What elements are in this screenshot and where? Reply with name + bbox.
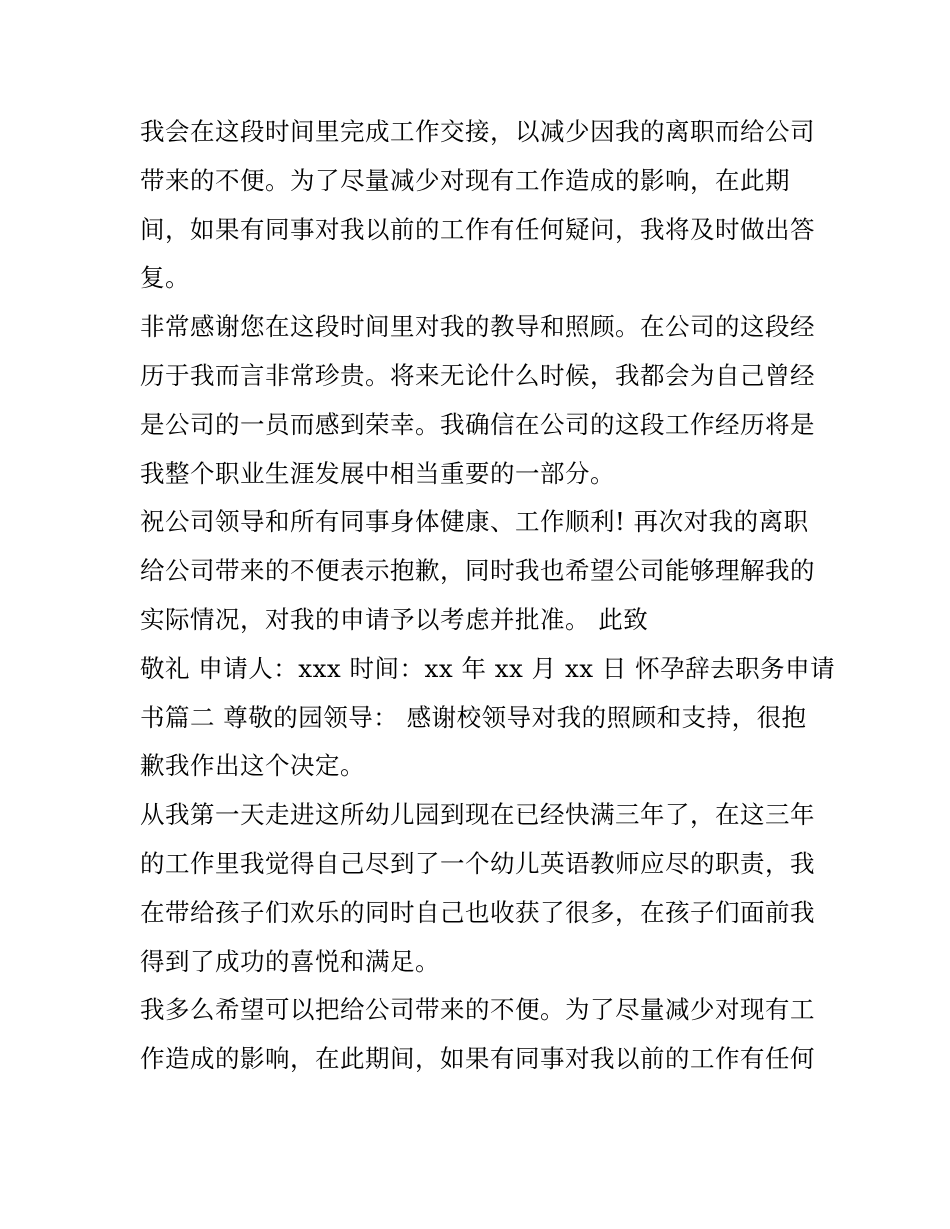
- text-line: 是公司的一员而感到荣幸。我确信在公司的这段工作经历将是: [140, 409, 815, 439]
- document-body: [140, 108, 836, 1084]
- text-line: 得到了成功的喜悦和满足。: [140, 946, 440, 976]
- text-line: 我多么希望可以把给公司带来的不便。为了尽量减少对现有工: [140, 995, 815, 1025]
- text-line: 作造成的影响，在此期间，如果有同事对我以前的工作有任何: [140, 1044, 815, 1074]
- text-line: 给公司带来的不便表示抱歉，同时我也希望公司能够理解我的: [140, 556, 815, 586]
- text-line: 复。: [140, 263, 190, 293]
- text-line: 历于我而言非常珍贵。将来无论什么时候，我都会为自己曾经: [140, 360, 815, 390]
- text-line: 间，如果有同事对我以前的工作有任何疑问，我将及时做出答: [140, 214, 815, 244]
- text-line: 书篇二 尊敬的园领导： 感谢校领导对我的照顾和支持，很抱: [140, 702, 807, 732]
- text-line: 带来的不便。为了尽量减少对现有工作造成的影响，在此期: [140, 165, 790, 195]
- text-line: 我会在这段时间里完成工作交接，以减少因我的离职而给公司: [140, 117, 815, 146]
- text-line: 非常感谢您在这段时间里对我的教导和照顾。在公司的这段经: [140, 312, 815, 342]
- text-line: 在带给孩子们欢乐的同时自己也收获了很多，在孩子们面前我: [140, 897, 815, 927]
- text-line: 祝公司领导和所有同事身体健康、工作顺利! 再次对我的离职: [140, 507, 809, 537]
- text-line: 的工作里我觉得自己尽到了一个幼儿英语教师应尽的职责，我: [140, 848, 815, 878]
- text-line: 歉我作出这个决定。: [140, 751, 365, 781]
- text-line: 我整个职业生涯发展中相当重要的一部分。: [140, 458, 615, 488]
- text-line: 从我第一天走进这所幼儿园到现在已经快满三年了，在这三年: [140, 800, 815, 830]
- text-line: 实际情况，对我的申请予以考虑并批准。 此致: [140, 604, 649, 634]
- text-line: 敬礼 申请人：xxx 时间：xx 年 xx 月 xx 日 怀孕辞去职务申请: [140, 653, 836, 683]
